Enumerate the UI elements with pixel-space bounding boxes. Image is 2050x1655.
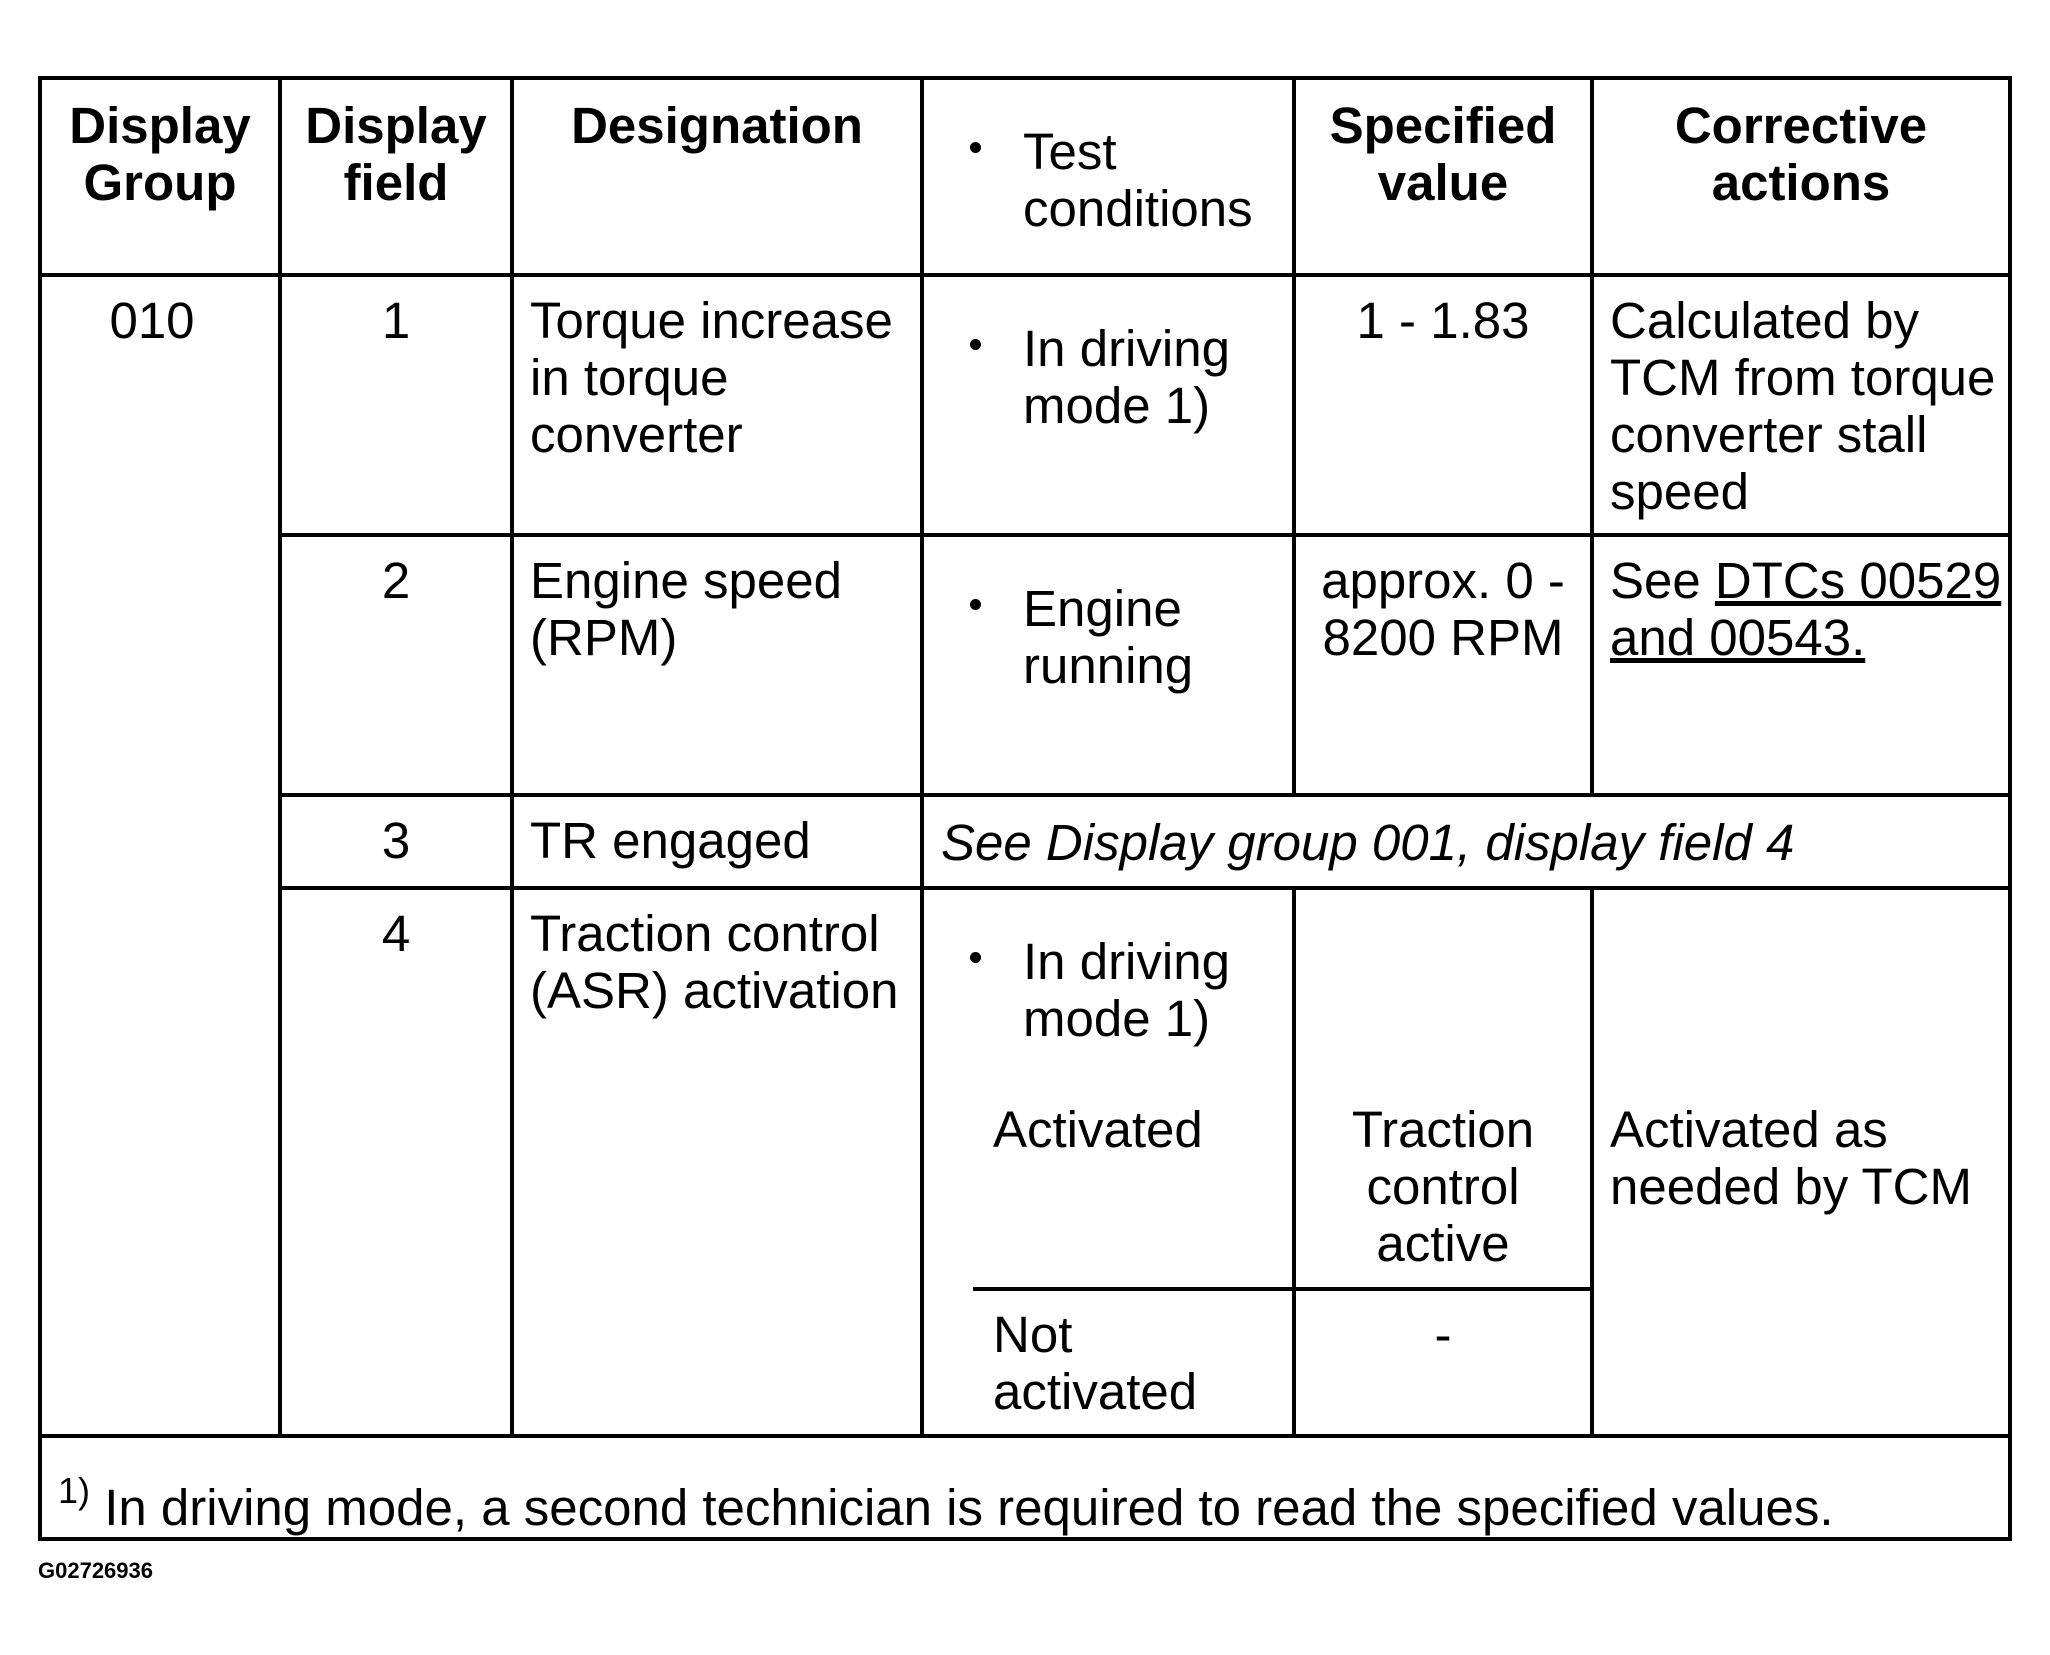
- header-display-group: Display Group: [69, 97, 251, 211]
- footnote-divider: [38, 1434, 2012, 1438]
- row-2-value: approx. 0 - 8200 RPM: [1321, 552, 1565, 666]
- row-2-condition: Engine running: [1023, 580, 1194, 694]
- table-border-top: [38, 76, 2012, 80]
- row-4-state-not-activated: Not activated: [993, 1306, 1198, 1420]
- see-prefix: See: [941, 814, 1032, 871]
- col-divider-3: [920, 76, 924, 1438]
- footnote: [58, 1462, 1998, 1536]
- footnote-text: In driving mode, a second technician is required to read the specified values.: [104, 1479, 1834, 1536]
- row-2-field: 2: [381, 552, 411, 609]
- row-2-designation: Engine speed (RPM): [530, 552, 842, 666]
- header-display-field: Display field: [305, 97, 487, 211]
- row-1-designation: Torque increase in torque converter: [530, 292, 893, 463]
- see-prefix: See: [1610, 552, 1701, 609]
- row-4-field: 4: [381, 905, 411, 962]
- col-divider-5-lower: [1590, 886, 1594, 1438]
- dtc-link[interactable]: DTCs 00529: [1714, 552, 2002, 609]
- see-target: Display group 001, display field 4: [1045, 814, 1795, 871]
- state-divider: [973, 1287, 1594, 1291]
- row-4-designation: Traction control (ASR) activation: [530, 905, 899, 1019]
- row-divider-2: [278, 793, 2012, 797]
- row-3-see-reference: [941, 814, 2001, 871]
- row-4-value-not-activated: -: [1434, 1306, 1452, 1363]
- figure-code: G02726936: [38, 1558, 153, 1583]
- row-divider-1: [278, 533, 2012, 537]
- header-corrective-actions: Corrective actions: [1674, 97, 1928, 211]
- col-divider-2: [510, 76, 514, 1438]
- row-4-state-activated: Activated: [993, 1101, 1203, 1158]
- row-1-field: 1: [381, 292, 411, 349]
- row-4-condition: In driving mode 1): [1023, 933, 1230, 1047]
- row-1-action: Calculated by TCM from torque converter stall speed: [1610, 292, 1996, 520]
- header-divider: [38, 273, 2012, 277]
- row-2-action: [1610, 552, 2008, 666]
- header-test-conditions: Test conditions: [1023, 123, 1253, 237]
- bullet-icon: [970, 952, 981, 963]
- display-group-value: 010: [109, 292, 195, 349]
- bullet-icon: [970, 599, 981, 610]
- bullet-icon: [970, 339, 981, 350]
- row-4-action: Activated as needed by TCM: [1610, 1101, 1972, 1215]
- row-3-designation: TR engaged: [530, 812, 811, 869]
- bullet-icon: [970, 142, 981, 153]
- header-specified-value: Specified value: [1329, 97, 1557, 211]
- row-1-value: 1 - 1.83: [1356, 292, 1530, 349]
- col-divider-1: [278, 76, 282, 1438]
- table-border-right: [2008, 76, 2012, 1541]
- footnote-marker: 1): [58, 1470, 91, 1511]
- table-border-bottom: [38, 1537, 2012, 1541]
- row-4-value-activated: Traction control active: [1351, 1101, 1535, 1272]
- header-designation: Designation: [571, 97, 863, 154]
- row-divider-3: [278, 886, 2012, 890]
- row-3-field: 3: [381, 812, 411, 869]
- row-1-condition: In driving mode 1): [1023, 320, 1230, 434]
- dtc-link-continued[interactable]: and 00543.: [1610, 609, 1866, 666]
